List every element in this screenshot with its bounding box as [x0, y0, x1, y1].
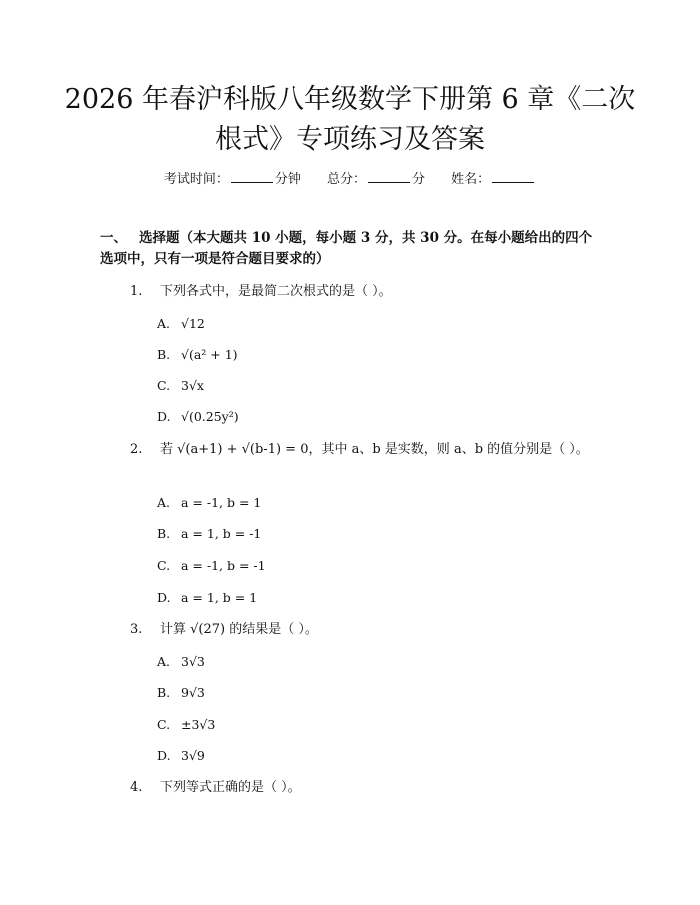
option-text: 3√9 [181, 748, 205, 763]
q1-option-a [157, 316, 205, 331]
document-title: 2026 年春沪科版八年级数学下册第 6 章《二次根式》专项练习及答案 [64, 84, 636, 155]
question-number: 1. [130, 284, 143, 299]
q3-option-b [157, 685, 205, 700]
option-label: D. [157, 748, 171, 763]
option-label: B. [157, 347, 171, 362]
q2-option-d [157, 590, 257, 605]
q1-option-c [157, 378, 204, 393]
option-text: a = -1, b = 1 [181, 495, 262, 510]
option-text: 9√3 [181, 685, 205, 700]
option-label: A. [157, 654, 171, 669]
q1-option-b [157, 347, 238, 362]
name-label: 姓名： [451, 172, 491, 187]
option-label: C. [157, 558, 171, 573]
time-blank [231, 170, 273, 183]
option-label: B. [157, 685, 171, 700]
q3-option-d [157, 748, 205, 763]
question-stem: 下列等式正确的是（ ）。 [160, 780, 301, 795]
option-text: a = 1, b = -1 [181, 526, 262, 541]
option-label: A. [157, 495, 171, 510]
option-label: A. [157, 316, 171, 331]
question-stem: 下列各式中，是最简二次根式的是（ ）。 [160, 284, 392, 299]
exam-time [164, 172, 301, 187]
score-unit: 分 [412, 172, 426, 187]
q1-option-d [157, 409, 239, 424]
exam-meta [0, 168, 700, 187]
q3-option-c [157, 717, 215, 732]
option-text: √(a² + 1) [181, 347, 238, 362]
exam-score [327, 172, 425, 187]
question-4 [130, 778, 600, 798]
section-heading [100, 228, 600, 270]
score-blank [368, 170, 410, 183]
section-number: 一、 [100, 230, 127, 246]
option-text: 3√3 [181, 654, 205, 669]
option-text: √12 [181, 316, 205, 331]
option-label: D. [157, 590, 171, 605]
q3-option-a [157, 654, 205, 669]
option-label: D. [157, 409, 171, 424]
time-label: 考试时间： [163, 172, 229, 187]
section-text: 选择题（本大题共 10 小题，每小题 3 分，共 30 分。在每小题给出的四个选项中，只有一项是符合题目要求的） [100, 230, 593, 267]
name-blank [492, 170, 534, 183]
question-1 [130, 282, 600, 302]
question-3 [130, 620, 600, 640]
question-2 [100, 440, 600, 460]
question-number: 2. [130, 442, 143, 457]
question-stem: 若 √(a+1) + √(b-1) = 0，其中 a、b 是实数，则 a、b 的值分别是（ ）。 [160, 442, 589, 457]
option-text: a = -1, b = -1 [181, 558, 266, 573]
option-text: a = 1, b = 1 [181, 590, 258, 605]
option-text: ±3√3 [181, 717, 216, 732]
option-text: √(0.25y²) [181, 409, 239, 424]
option-label: B. [157, 526, 171, 541]
question-number: 3. [130, 622, 143, 637]
option-label: C. [157, 717, 171, 732]
exam-name [451, 172, 536, 187]
q2-option-b [157, 526, 261, 541]
option-text: 3√x [181, 378, 204, 393]
q2-option-a [157, 495, 261, 510]
option-label: C. [157, 378, 171, 393]
question-stem: 计算 √(27) 的结果是（ ）。 [160, 622, 318, 637]
question-number: 4. [130, 780, 143, 795]
q2-option-c [157, 558, 266, 573]
score-label: 总分： [326, 172, 366, 187]
time-unit: 分钟 [274, 172, 301, 187]
